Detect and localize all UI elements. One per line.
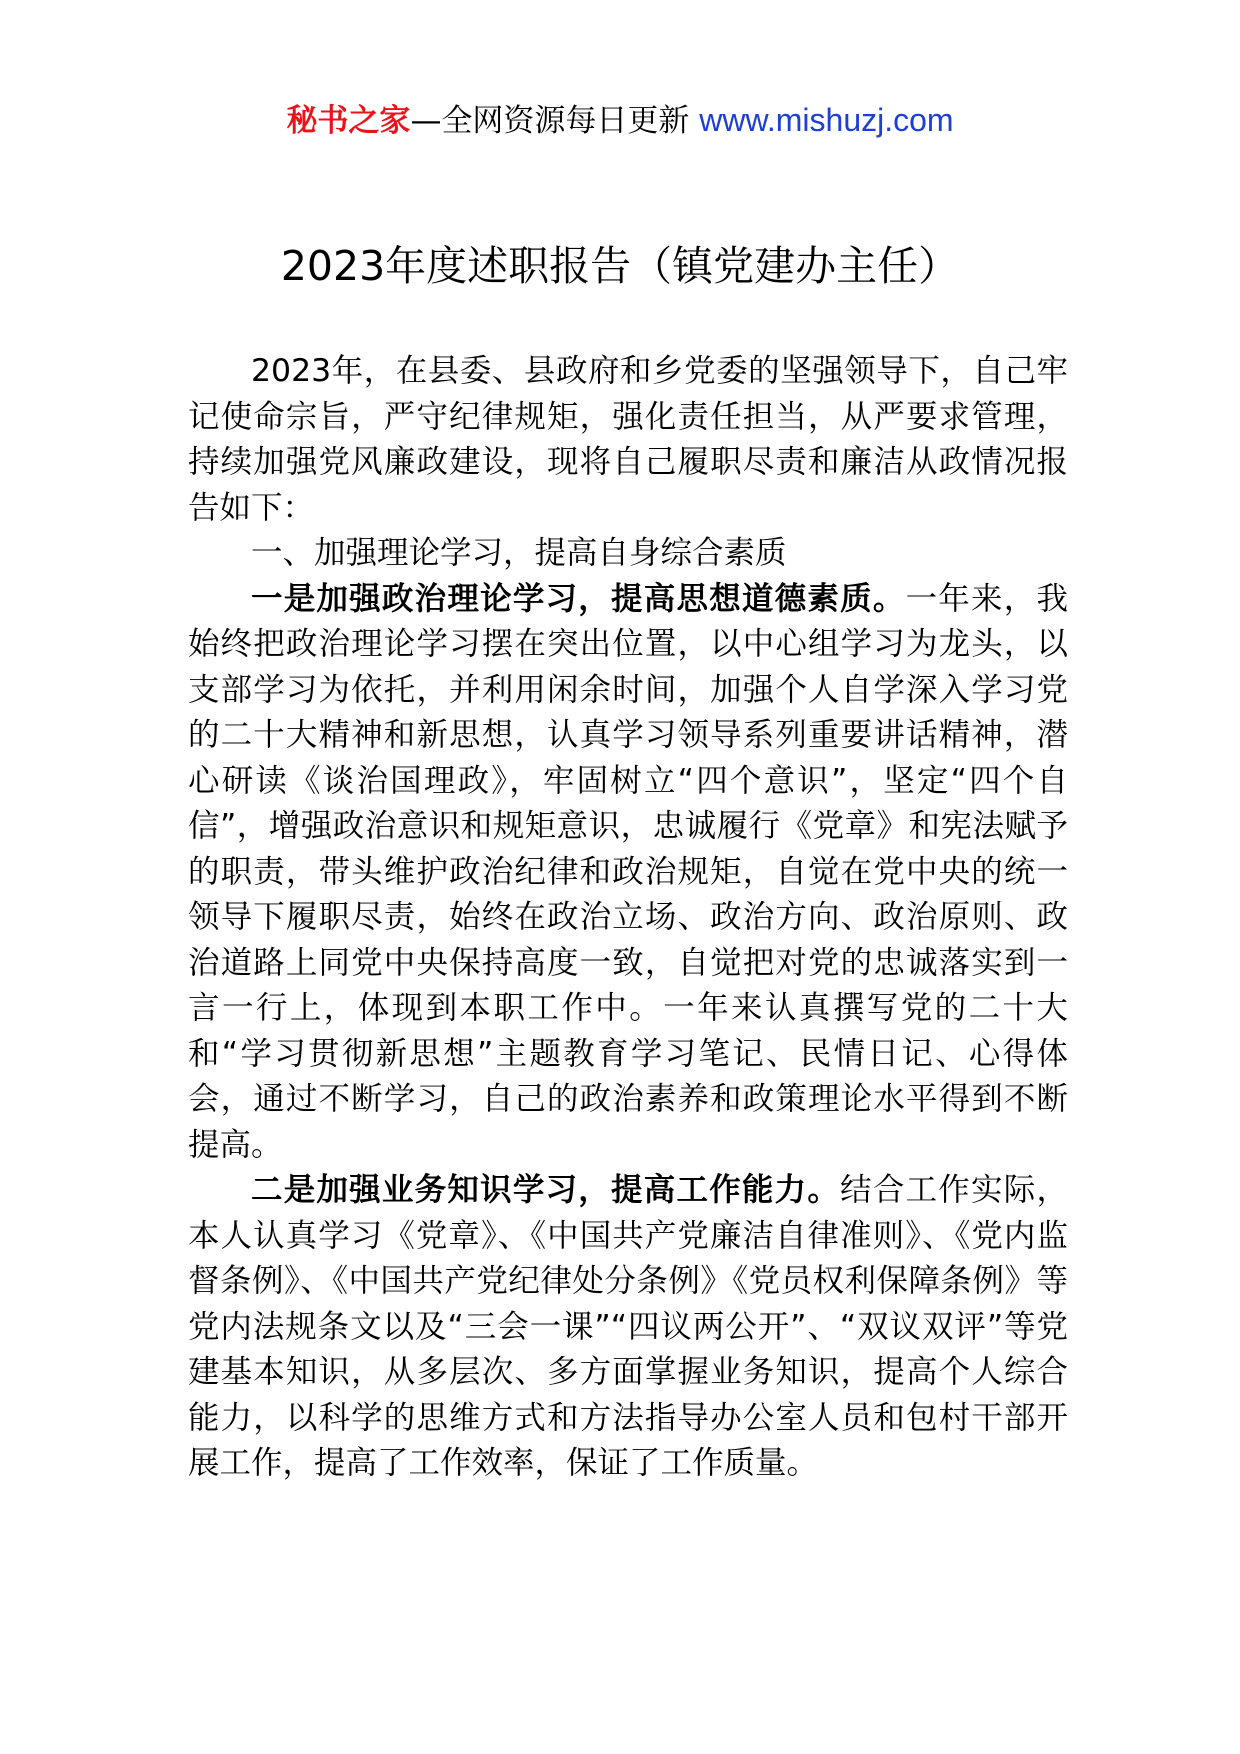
header-slogan: —全网资源每日更新: [410, 103, 690, 139]
site-header: [0, 98, 1240, 143]
intro-paragraph: 2023年，在县委、县政府和乡党委的坚强领导下，自己牢记使命宗旨，严守纪律规矩，强化责任担当，从严要求管理，持续加强党风廉政建设，现将自己履职尽责和廉洁从政情况报告如下：: [188, 353, 1068, 526]
paragraph-lead: 二是加强业务知识学习，提高工作能力。: [251, 1172, 841, 1208]
paragraph-political-study: [188, 577, 1068, 1169]
brand-name: 秘书之家: [286, 103, 411, 139]
document-body: [188, 349, 1068, 1487]
paragraph-lead: 一是加强政治理论学习，提高思想道德素质。: [251, 580, 906, 617]
site-url-link[interactable]: www.mishuzj.com: [699, 102, 954, 138]
paragraph-body: 一年来，我始终把政治理论学习摆在突出位置，以中心组学习为龙头，以支部学习为依托，并利用闲余时间，加强个人自学深入学习党的二十大精神和新思想，认真学习领导系列重要讲话精神，潜心研读《谈治国理政》，牢固树立“四个意识”，坚定“四个自信”，增强政治意识和规矩意识，忠诚履行《党章》和宪法赋予的职责，带头维护政治纪律和政治规矩，自觉在党中央的统一领导下履职尽责，始终在政治立场、政治方向、政治原则、政治道路上同党中央保持高度一致，自觉把对党的忠诚落实到一言一行上，体现到本职工作中。一年来认真撰写党的二十大和“学习贯彻新思想”主题教育学习笔记、民情日记、心得体会，通过不断学习，自己的政治素养和政策理论水平得到不断提高。: [188, 580, 1068, 1163]
paragraph-body: 结合工作实际，本人认真学习《党章》、《中国共产党廉洁自律准则》、《党内监督条例》、《中国共产党纪律处分条例》《党员权利保障条例》等党内法规条文以及“三会一课”“四议两公开”、“双议双评”等党建基本知识，从多层次、多方面掌握业务知识，提高个人综合能力，以科学的思维方式和方法指导办公室人员和包村干部开展工作，提高了工作效率，保证了工作质量。: [188, 1172, 1068, 1481]
paragraph-business-study: [188, 1168, 1068, 1487]
document-title: 2023年度述职报告（镇党建办主任）: [280, 242, 960, 290]
section-heading: 一、加强理论学习，提高自身综合素质: [251, 535, 787, 571]
